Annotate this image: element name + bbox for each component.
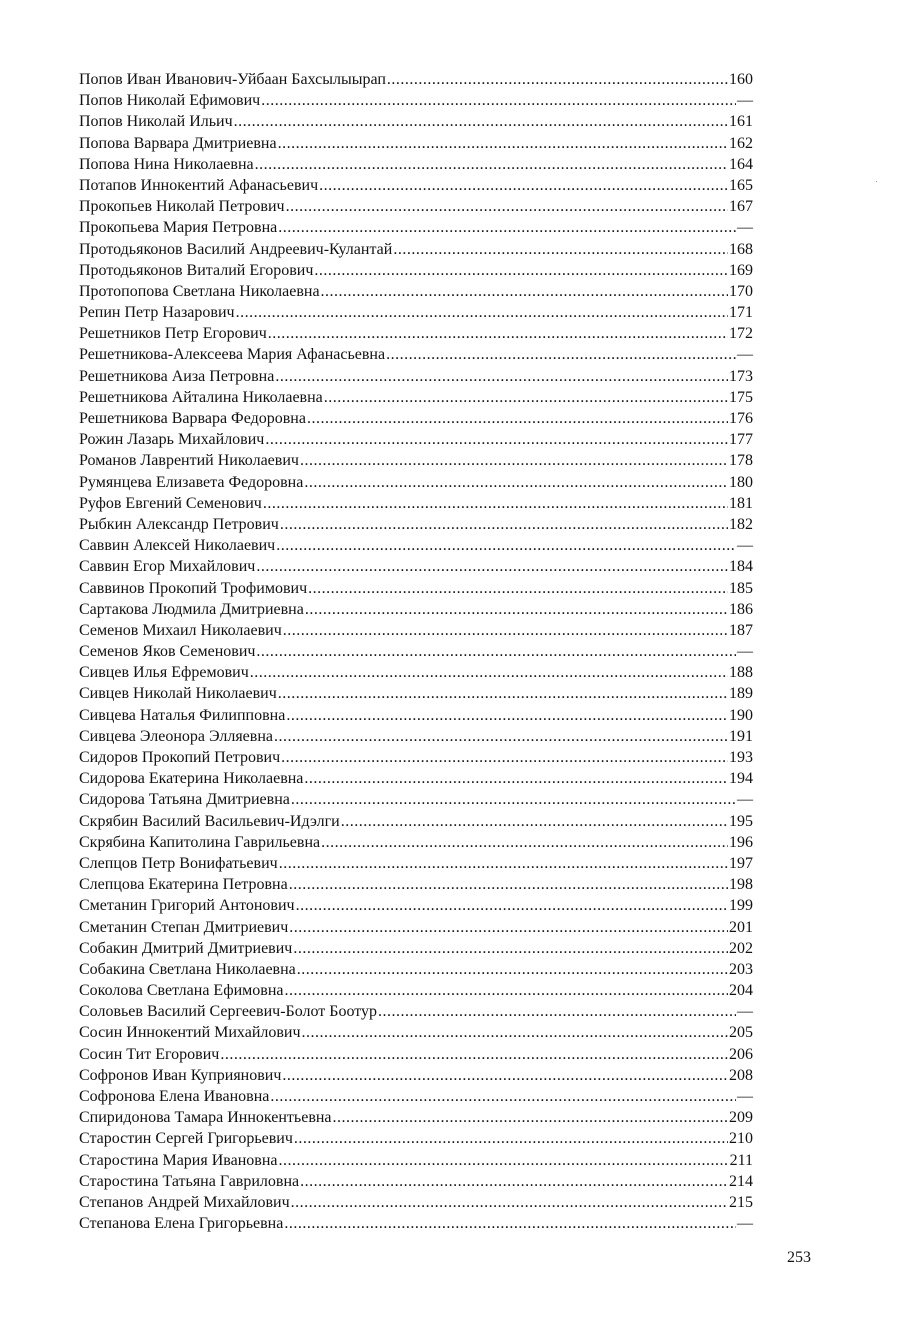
toc-entry bbox=[79, 599, 753, 620]
toc-entry-page: 194 bbox=[729, 770, 753, 788]
toc-entry-name: Слепцов Петр Вонифатьевич bbox=[79, 854, 278, 872]
toc-dot-leader bbox=[304, 472, 728, 493]
toc-entry-name: Сидорова Татьяна Дмитриевна bbox=[79, 791, 290, 809]
toc-dot-leader bbox=[282, 1065, 728, 1086]
toc-dot-leader bbox=[278, 217, 736, 238]
toc-dot-leader bbox=[220, 1044, 728, 1065]
toc-entry bbox=[79, 705, 753, 726]
toc-entry-page: 193 bbox=[729, 749, 753, 766]
toc-entry-name: Слепцова Екатерина Петровна bbox=[79, 876, 288, 894]
toc-entry-page: — bbox=[737, 791, 753, 809]
toc-dot-leader bbox=[291, 1192, 728, 1213]
toc-entry-name: Руфов Евгений Семенович bbox=[79, 494, 262, 512]
toc-dot-leader bbox=[314, 260, 728, 281]
toc-entry-name: Собакина Светлана Николаевна bbox=[79, 960, 296, 978]
toc-entry-name: Прокопьев Николай Петрович bbox=[79, 198, 285, 216]
toc-entry-name: Романов Лаврентий Николаевич bbox=[79, 452, 299, 470]
toc-entry-name: Старостина Татьяна Гавриловна bbox=[79, 1172, 300, 1190]
toc-entry-page: 171 bbox=[729, 304, 753, 322]
toc-entry-name: Сметанин Степан Дмитриевич bbox=[79, 918, 289, 936]
toc-entry bbox=[79, 1086, 753, 1107]
toc-entry-name: Сметанин Григорий Антонович bbox=[79, 897, 295, 915]
toc-dot-leader bbox=[387, 69, 728, 90]
toc-entry-page: 205 bbox=[729, 1024, 753, 1042]
toc-entry-page: 202 bbox=[729, 939, 753, 957]
toc-entry bbox=[79, 302, 753, 323]
toc-entry bbox=[79, 111, 753, 132]
toc-dot-leader bbox=[300, 1171, 728, 1192]
toc-entry-name: Попов Иван Иванович-Уйбаан Бахсылыырап bbox=[79, 71, 386, 88]
toc-dot-leader bbox=[280, 514, 728, 535]
toc-entry-name: Сивцева Наталья Филипповна bbox=[79, 706, 286, 724]
toc-entry bbox=[79, 90, 753, 111]
toc-entry-page: 196 bbox=[729, 833, 753, 851]
toc-entry bbox=[79, 1022, 753, 1043]
toc-entry bbox=[79, 959, 753, 980]
toc-dot-leader bbox=[265, 429, 728, 450]
toc-entry-page: 175 bbox=[729, 388, 753, 406]
toc-entry bbox=[79, 1065, 753, 1086]
toc-entry bbox=[79, 726, 753, 747]
toc-dot-leader bbox=[270, 1086, 736, 1107]
toc-entry-page: 181 bbox=[729, 494, 753, 512]
toc-entry-name: Рожин Лазарь Михайлович bbox=[79, 431, 265, 449]
toc-entry-page: 203 bbox=[729, 960, 753, 978]
toc-entry-name: Протопопова Светлана Николаевна bbox=[79, 282, 320, 300]
toc-entry-name: Софронова Елена Ивановна bbox=[79, 1088, 270, 1105]
toc-entry bbox=[79, 1171, 753, 1192]
toc-entry-page: 204 bbox=[729, 982, 753, 1000]
toc-entry-name: Попова Варвара Дмитриевна bbox=[79, 134, 277, 152]
toc-dot-leader bbox=[279, 853, 728, 874]
toc-entry-name: Попов Николай Ильич bbox=[79, 113, 233, 131]
toc-entry bbox=[79, 662, 753, 683]
toc-entry bbox=[79, 620, 753, 641]
toc-entry bbox=[79, 1107, 753, 1128]
toc-dot-leader bbox=[236, 302, 728, 323]
toc-entry-page: 208 bbox=[729, 1066, 753, 1084]
toc-entry bbox=[79, 366, 753, 387]
toc-entry bbox=[79, 874, 753, 895]
toc-entry bbox=[79, 450, 753, 471]
toc-dot-leader bbox=[321, 281, 728, 302]
toc-entry-name: Сидорова Екатерина Николаевна bbox=[79, 770, 304, 788]
toc-entry-name: Саввинов Прокопий Трофимович bbox=[79, 579, 308, 597]
toc-dot-leader bbox=[286, 705, 728, 726]
toc-entry-name: Старостина Мария Ивановна bbox=[79, 1151, 278, 1169]
toc-dot-leader bbox=[293, 938, 728, 959]
toc-entry-name: Саввин Алексей Николаевич bbox=[79, 537, 276, 555]
toc-dot-leader bbox=[283, 620, 728, 641]
toc-entry bbox=[79, 1192, 753, 1213]
toc-entry-name: Протодьяконов Василий Андреевич-Кулантай bbox=[79, 240, 393, 258]
toc-dot-leader bbox=[386, 344, 736, 365]
toc-entry-name: Решетникова Аиза Петровна bbox=[79, 367, 275, 385]
toc-entry-page: — bbox=[737, 219, 753, 237]
toc-entry-name: Собакин Дмитрий Дмитриевич bbox=[79, 939, 293, 957]
toc-dot-leader bbox=[321, 832, 728, 853]
toc-entry-page: 199 bbox=[729, 897, 753, 915]
toc-dot-leader bbox=[234, 111, 728, 132]
toc-entry-page: 190 bbox=[729, 706, 753, 724]
toc-entry-page: 172 bbox=[729, 325, 753, 343]
toc-dot-leader bbox=[305, 599, 728, 620]
toc-entry-page: 165 bbox=[729, 176, 753, 194]
toc-dot-leader bbox=[296, 895, 728, 916]
toc-entry-name: Сартакова Людмила Дмитриевна bbox=[79, 600, 304, 618]
toc-dot-leader bbox=[261, 90, 736, 111]
toc-dot-leader bbox=[308, 578, 728, 599]
toc-entry bbox=[79, 641, 753, 662]
toc-entry-name: Репин Петр Назарович bbox=[79, 304, 235, 322]
toc-entry-page: — bbox=[737, 537, 753, 555]
toc-entry-name: Решетников Петр Егорович bbox=[79, 325, 267, 343]
toc-entry-page: 161 bbox=[729, 113, 753, 131]
toc-entry bbox=[79, 747, 753, 768]
toc-entry bbox=[79, 768, 753, 789]
toc-dot-leader bbox=[275, 366, 728, 387]
toc-entry-name: Спиридонова Тамара Иннокентьевна bbox=[79, 1109, 332, 1127]
toc-entry-page: 168 bbox=[729, 240, 753, 258]
toc-entry bbox=[79, 1044, 753, 1065]
toc-entry-name: Скрябина Капитолина Гаврильевна bbox=[79, 833, 321, 851]
toc-entry bbox=[79, 832, 753, 853]
toc-entry bbox=[79, 217, 753, 238]
toc-entry bbox=[79, 789, 753, 810]
toc-dot-leader bbox=[286, 196, 728, 217]
toc-entry bbox=[79, 69, 753, 90]
toc-entry-name: Сосин Тит Егорович bbox=[79, 1045, 220, 1063]
toc-entry-page: 188 bbox=[729, 664, 753, 682]
toc-dot-leader bbox=[278, 133, 728, 154]
toc-entry bbox=[79, 344, 753, 365]
toc-entry bbox=[79, 493, 753, 514]
toc-entry-page: — bbox=[737, 346, 753, 364]
toc-entry bbox=[79, 154, 753, 175]
toc-entry-page: 187 bbox=[729, 621, 753, 639]
toc-dot-leader bbox=[319, 175, 728, 196]
toc-entry-page: 191 bbox=[729, 727, 753, 745]
toc-entry-name: Рыбкин Александр Петрович bbox=[79, 515, 279, 533]
toc-entry-name: Сивцева Элеонора Элляевна bbox=[79, 727, 273, 745]
toc-dot-leader bbox=[255, 154, 728, 175]
toc-entry-page: 214 bbox=[729, 1172, 753, 1190]
toc-entry bbox=[79, 938, 753, 959]
toc-entry-page: 176 bbox=[729, 410, 753, 427]
toc-dot-leader bbox=[297, 959, 728, 980]
toc-entry-name: Попов Николай Ефимович bbox=[79, 92, 261, 110]
toc-entry bbox=[79, 133, 753, 154]
toc-entry bbox=[79, 895, 753, 916]
toc-entry-page: 211 bbox=[729, 1151, 753, 1169]
toc-entry-page: 160 bbox=[729, 71, 753, 88]
toc-entry bbox=[79, 260, 753, 281]
toc-dot-leader bbox=[304, 768, 728, 789]
toc-entry-name: Семенов Яков Семенович bbox=[79, 643, 256, 661]
scan-speck bbox=[876, 181, 877, 182]
page-number: 253 bbox=[787, 1249, 811, 1266]
toc-entry-page: 206 bbox=[729, 1045, 753, 1063]
toc-entry-page: 209 bbox=[729, 1109, 753, 1127]
toc-entry-name: Протодьяконов Виталий Егорович bbox=[79, 261, 314, 279]
toc-entry-page: — bbox=[737, 1215, 753, 1233]
toc-dot-leader bbox=[256, 641, 736, 662]
toc-dot-leader bbox=[256, 556, 728, 577]
toc-entry-name: Саввин Егор Михайлович bbox=[79, 558, 256, 576]
toc-entry bbox=[79, 811, 753, 832]
toc-entry bbox=[79, 535, 753, 556]
toc-entry-name: Решетникова Варвара Федоровна bbox=[79, 410, 306, 427]
toc-dot-leader bbox=[294, 1128, 728, 1149]
toc-entry bbox=[79, 472, 753, 493]
toc-entry-name: Скрябин Василий Васильевич-Идэлги bbox=[79, 812, 340, 830]
toc-entry-page: 189 bbox=[729, 685, 753, 703]
toc-entry-page: 215 bbox=[729, 1193, 753, 1211]
toc-entry bbox=[79, 1213, 753, 1234]
toc-entry-name: Сидоров Прокопий Петрович bbox=[79, 749, 281, 766]
toc-entry bbox=[79, 556, 753, 577]
toc-entry-page: 201 bbox=[729, 918, 753, 936]
toc-dot-leader bbox=[268, 323, 728, 344]
toc-entry-page: 173 bbox=[729, 367, 753, 385]
toc-dot-leader bbox=[333, 1107, 728, 1128]
toc-entry bbox=[79, 514, 753, 535]
toc-dot-leader bbox=[281, 747, 728, 768]
toc-entry-page: 184 bbox=[729, 558, 753, 576]
toc-entry bbox=[79, 853, 753, 874]
toc-dot-leader bbox=[307, 408, 728, 429]
toc-dot-leader bbox=[341, 811, 728, 832]
toc-entry bbox=[79, 408, 753, 429]
toc-entry-name: Софронов Иван Куприянович bbox=[79, 1066, 282, 1084]
toc-entry bbox=[79, 429, 753, 450]
toc-entry bbox=[79, 387, 753, 408]
toc-dot-leader bbox=[263, 493, 728, 514]
toc-entry bbox=[79, 196, 753, 217]
toc-entry bbox=[79, 1128, 753, 1149]
toc-entry-page: — bbox=[737, 1003, 753, 1021]
toc-dot-leader bbox=[289, 874, 728, 895]
toc-dot-leader bbox=[291, 789, 736, 810]
toc-dot-leader bbox=[284, 1213, 736, 1234]
toc-entry-name: Семенов Михаил Николаевич bbox=[79, 621, 282, 639]
toc-entry-page: 177 bbox=[729, 431, 753, 449]
toc-dot-leader bbox=[393, 239, 728, 260]
toc-entry-page: — bbox=[737, 92, 753, 110]
toc-entry bbox=[79, 1001, 753, 1022]
toc-dot-leader bbox=[250, 662, 728, 683]
toc-entry-page: 195 bbox=[729, 812, 753, 830]
toc-entry-page: 186 bbox=[729, 600, 753, 618]
toc-entry-page: — bbox=[737, 1088, 753, 1105]
toc-entry bbox=[79, 980, 753, 1001]
toc-entry-page: 169 bbox=[729, 261, 753, 279]
toc-entry-name: Прокопьева Мария Петровна bbox=[79, 219, 278, 237]
toc-entry-name: Потапов Иннокентий Афанасьевич bbox=[79, 176, 319, 194]
toc-entry bbox=[79, 281, 753, 302]
toc-dot-leader bbox=[284, 980, 728, 1001]
toc-dot-leader bbox=[324, 387, 728, 408]
table-of-contents bbox=[79, 69, 753, 1234]
toc-entry-page: 178 bbox=[729, 452, 753, 470]
toc-dot-leader bbox=[378, 1001, 736, 1022]
toc-entry bbox=[79, 239, 753, 260]
toc-entry-name: Румянцева Елизавета Федоровна bbox=[79, 473, 304, 491]
toc-entry-page: 198 bbox=[729, 876, 753, 894]
toc-entry-name: Попова Нина Николаевна bbox=[79, 155, 254, 173]
toc-entry-page: — bbox=[737, 643, 753, 661]
toc-entry bbox=[79, 1150, 753, 1171]
toc-dot-leader bbox=[274, 726, 728, 747]
toc-dot-leader bbox=[302, 1022, 728, 1043]
toc-dot-leader bbox=[300, 450, 728, 471]
toc-entry bbox=[79, 578, 753, 599]
toc-entry bbox=[79, 323, 753, 344]
toc-entry-name: Сосин Иннокентий Михайлович bbox=[79, 1024, 301, 1042]
toc-dot-leader bbox=[289, 917, 728, 938]
toc-entry-name: Решетникова-Алексеева Мария Афанасьевна bbox=[79, 346, 386, 364]
toc-entry-page: 185 bbox=[729, 579, 753, 597]
toc-entry-page: 170 bbox=[729, 282, 753, 300]
toc-entry-page: 210 bbox=[729, 1130, 753, 1148]
toc-dot-leader bbox=[276, 535, 736, 556]
toc-entry-page: 164 bbox=[729, 155, 753, 173]
toc-entry-name: Степанов Андрей Михайлович bbox=[79, 1193, 290, 1211]
toc-entry-name: Сивцев Николай Николаевич bbox=[79, 685, 277, 703]
toc-entry bbox=[79, 683, 753, 704]
toc-entry-page: 197 bbox=[729, 854, 753, 872]
toc-dot-leader bbox=[278, 683, 728, 704]
toc-entry-page: 180 bbox=[729, 473, 753, 491]
toc-entry-name: Соколова Светлана Ефимовна bbox=[79, 982, 284, 1000]
toc-entry-name: Соловьев Василий Сергеевич-Болот Боотур bbox=[79, 1003, 378, 1021]
toc-entry-name: Сивцев Илья Ефремович bbox=[79, 664, 249, 682]
toc-entry-name: Степанова Елена Григорьевна bbox=[79, 1215, 284, 1233]
toc-dot-leader bbox=[279, 1150, 729, 1171]
toc-entry-name: Старостин Сергей Григорьевич bbox=[79, 1130, 293, 1148]
toc-entry-name: Решетникова Айталина Николаевна bbox=[79, 388, 323, 406]
toc-entry-page: 167 bbox=[729, 198, 753, 216]
toc-entry-page: 162 bbox=[729, 134, 753, 152]
toc-entry bbox=[79, 917, 753, 938]
toc-entry-page: 182 bbox=[729, 515, 753, 533]
toc-entry bbox=[79, 175, 753, 196]
